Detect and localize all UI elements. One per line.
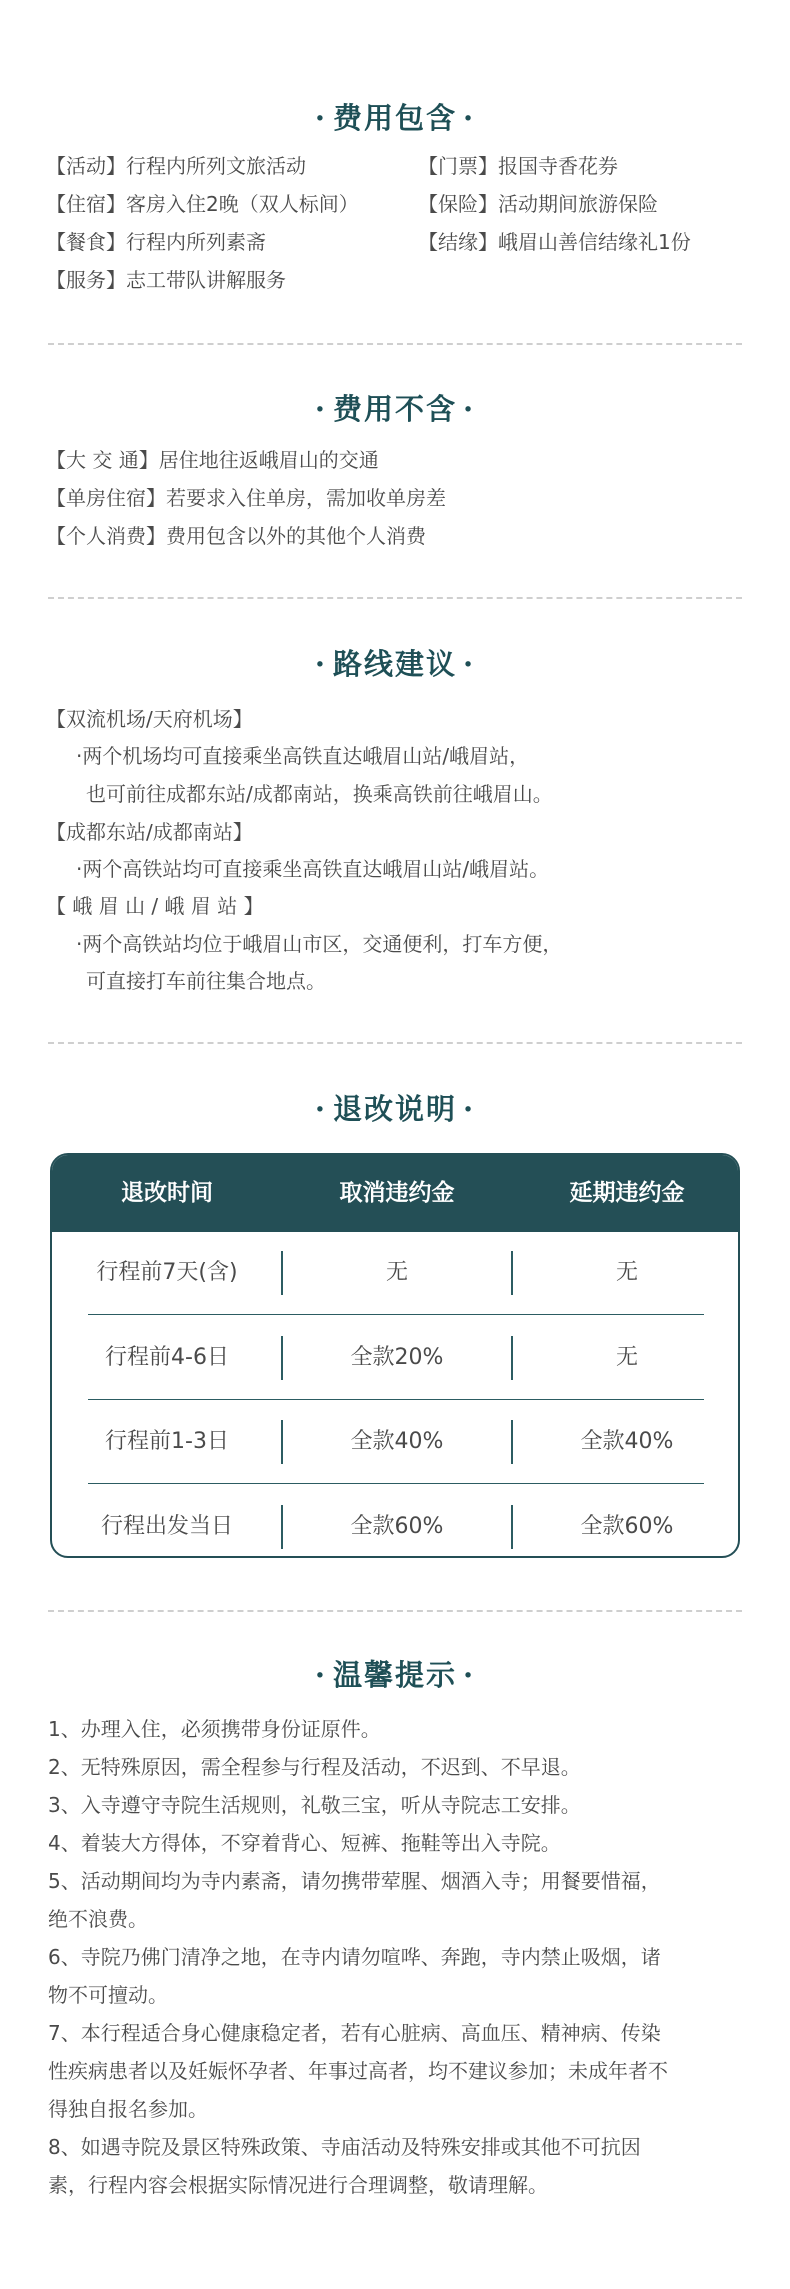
row-separator	[88, 1483, 704, 1484]
table-row	[52, 1232, 738, 1314]
section-title-tips: · 温馨提示 ·	[314, 1658, 476, 1692]
header-cell: 退改时间	[121, 1180, 213, 1206]
table-cell: 全款40%	[350, 1429, 444, 1454]
refund-table	[50, 1153, 740, 1558]
tip-line: 4、着装大方得体，不穿着背心、短裤、拖鞋等出入寺院。	[48, 1831, 561, 1855]
tip-line: 3、入寺遵守寺院生活规则，礼敬三宝，听从寺院志工安排。	[48, 1793, 581, 1817]
divider	[48, 597, 742, 599]
section-title-route: · 路线建议 ·	[314, 647, 476, 681]
table-cell: 全款60%	[580, 1514, 674, 1539]
excluded-item: 【大 交 通】居住地往返峨眉山的交通	[46, 448, 379, 472]
included-title: 费用包含	[332, 101, 457, 135]
table-cell: 全款20%	[350, 1345, 444, 1370]
header-cell: 延期违约金	[569, 1180, 685, 1206]
tip-line: 物不可擅动。	[48, 1983, 168, 2007]
excluded-item: 【单房住宿】若要求入住单房，需加收单房差	[46, 486, 446, 510]
included-item: 【保险】活动期间旅游保险	[418, 192, 658, 216]
table-cell: 行程前4-6日	[105, 1345, 229, 1370]
table-cell: 全款40%	[580, 1429, 674, 1454]
table-row	[52, 1317, 738, 1399]
excluded-item: 【个人消费】费用包含以外的其他个人消费	[46, 524, 426, 548]
included-item: 【活动】行程内所列文旅活动	[46, 154, 306, 178]
included-item: 【结缘】峨眉山善信结缘礼1份	[418, 230, 691, 254]
table-row	[52, 1486, 738, 1558]
tip-line: 素，行程内容会根据实际情况进行合理调整，敬请理解。	[48, 2173, 548, 2197]
tip-line: 性疾病患者以及妊娠怀孕者、年事过高者，均不建议参加；未成年者不	[48, 2059, 668, 2083]
divider	[48, 343, 742, 345]
table-cell: 行程前7天(含)	[96, 1260, 238, 1285]
tip-line: 绝不浪费。	[48, 1907, 148, 1931]
route-line: ·两个高铁站均位于峨眉山市区，交通便利，打车方便，	[76, 932, 563, 956]
tip-line: 7、本行程适合身心健康稳定者，若有心脏病、高血压、精神病、传染	[48, 2021, 661, 2045]
route-line: ·两个高铁站均可直接乘坐高铁直达峨眉山站/峨眉站。	[76, 857, 550, 881]
table-header	[52, 1155, 738, 1232]
route-line: 【成都东站/成都南站】	[46, 820, 253, 844]
table-cell: 无	[615, 1260, 638, 1285]
table-cell: 无	[385, 1260, 408, 1285]
tip-line: 2、无特殊原因，需全程参与行程及活动，不迟到、不早退。	[48, 1755, 581, 1779]
excluded-title: 费用不含	[332, 392, 457, 426]
table-cell: 行程出发当日	[100, 1514, 233, 1539]
route-line: ·两个机场均可直接乘坐高铁直达峨眉山站/峨眉站，	[76, 744, 530, 768]
row-separator	[88, 1399, 704, 1400]
route-line: 可直接打车前往集合地点。	[86, 969, 326, 993]
table-cell: 无	[615, 1345, 638, 1370]
table-cell: 全款60%	[350, 1514, 444, 1539]
route-line: 也可前往成都东站/成都南站，换乘高铁前往峨眉山。	[86, 782, 553, 806]
route-line: 【 峨 眉 山 / 峨 眉 站 】	[46, 894, 264, 918]
row-separator	[88, 1314, 704, 1315]
section-title-refund: · 退改说明 ·	[314, 1092, 476, 1126]
tip-line: 得独自报名参加。	[48, 2097, 208, 2121]
header-cell: 取消违约金	[339, 1180, 455, 1206]
route-title: 路线建议	[332, 647, 457, 681]
tip-line: 1、办理入住，必须携带身份证原件。	[48, 1717, 381, 1741]
route-line: 【双流机场/天府机场】	[46, 707, 253, 731]
tip-line: 5、活动期间均为寺内素斋，请勿携带荤腥、烟酒入寺；用餐要惜福，	[48, 1869, 661, 1893]
table-cell: 行程前1-3日	[105, 1429, 229, 1454]
included-item: 【餐食】行程内所列素斋	[46, 230, 266, 254]
divider	[48, 1042, 742, 1044]
section-title-excluded: · 费用不含 ·	[314, 392, 476, 426]
tip-line: 6、寺院乃佛门清净之地，在寺内请勿喧哗、奔跑，寺内禁止吸烟，诸	[48, 1945, 661, 1969]
refund-title: 退改说明	[332, 1092, 457, 1126]
section-title-included: · 费用包含 ·	[314, 101, 476, 135]
table-row	[52, 1401, 738, 1483]
tips-title: 温馨提示	[332, 1658, 457, 1692]
tip-line: 8、如遇寺院及景区特殊政策、寺庙活动及特殊安排或其他不可抗因	[48, 2135, 641, 2159]
divider	[48, 1610, 742, 1612]
included-item: 【门票】报国寺香花券	[418, 154, 618, 178]
included-item: 【服务】志工带队讲解服务	[46, 268, 286, 292]
included-item: 【住宿】客房入住2晚（双人标间）	[46, 192, 359, 216]
